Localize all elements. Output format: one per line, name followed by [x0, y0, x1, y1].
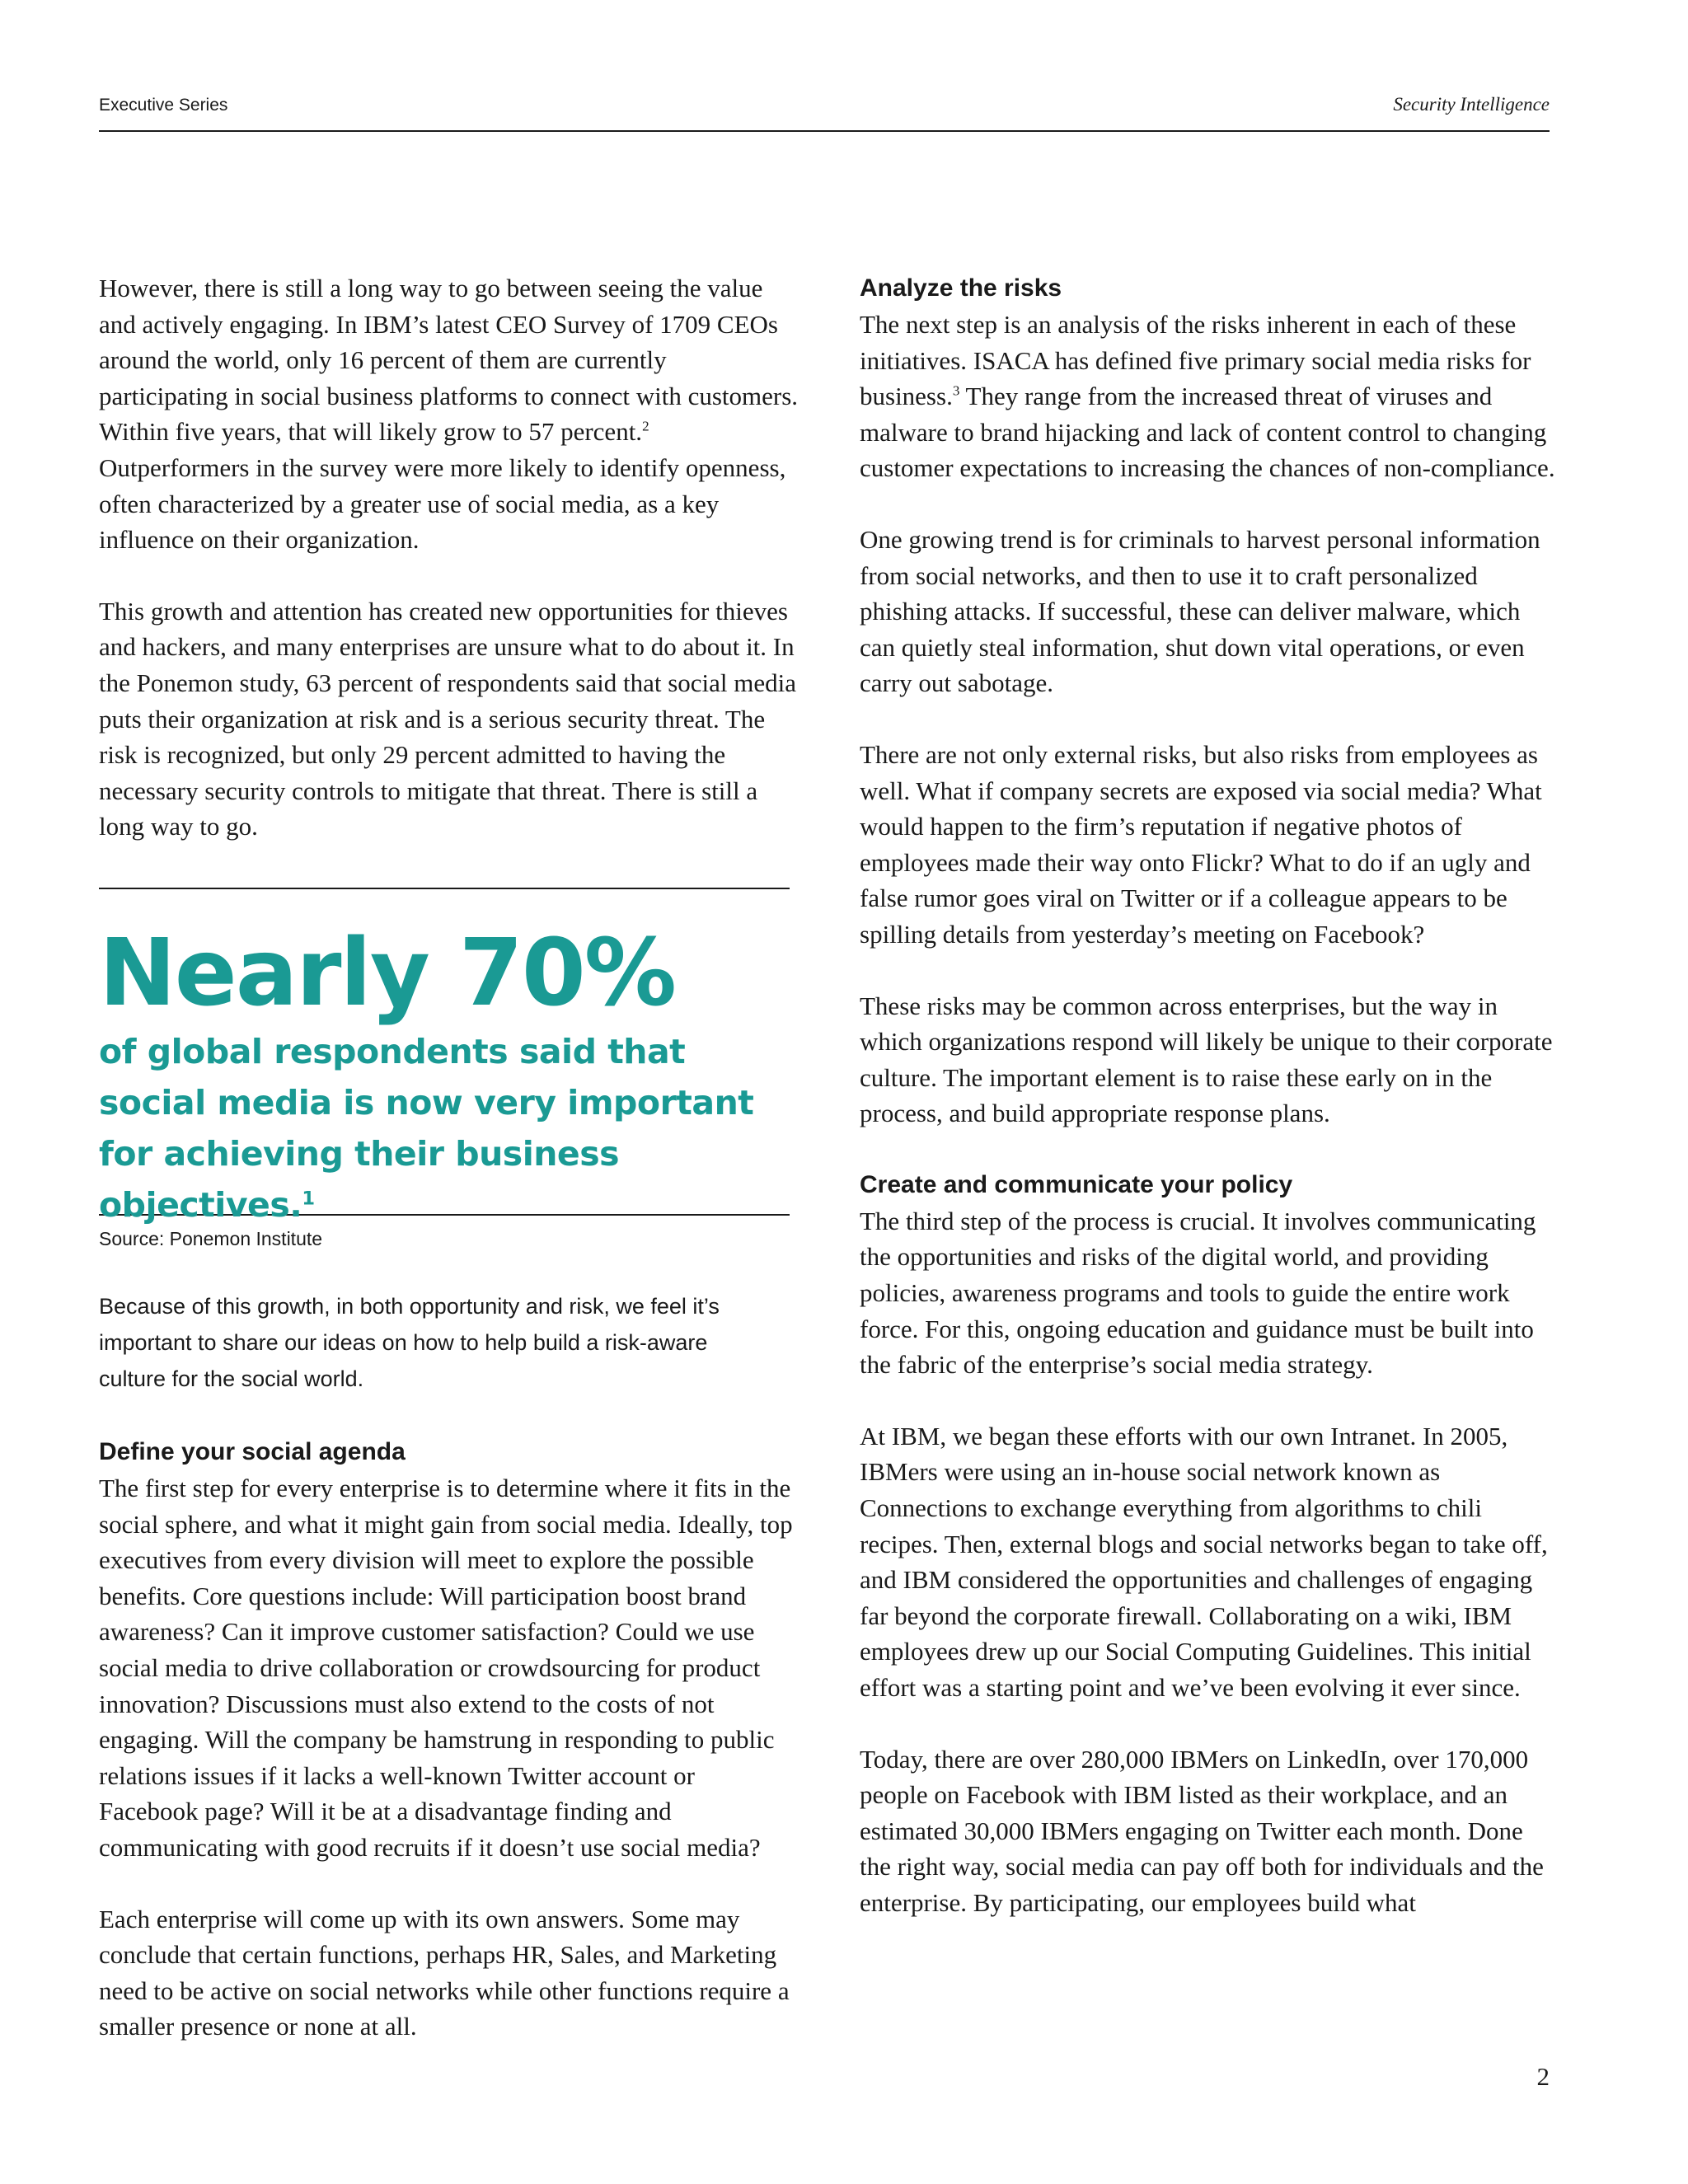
paragraph: This growth and attention has created new opportunities for thieves and hackers, and many enterprises are unsure what to do about it. In the Ponemon study, 63 percent of respondents said that social media puts their organization at risk and is a serious security threat. The risk is recognized, but only 29 percent admitted to having the necessary security controls to mitigate that threat. There is still a long way to go. [99, 596, 796, 841]
section-heading: Analyze the risks [860, 274, 1062, 302]
paragraph: One growing trend is for criminals to harvest personal information from social networks, and then to use it to craft personalized phishing attacks. If successful, these can deliver malware, which can quietly steal information, shut down vital operations, or even carry out sabotage. [860, 524, 1540, 698]
paragraph: At IBM, we began these efforts with our own Intranet. In 2005, IBMers were using an in-house social network known as Connections to exchange everything from algorithms to chili recipes. Then, external blogs and social networks began to take off, and IBM considered the opportunities and challenges of engaging far beyond the corporate firewall. Collaborating on a wiki, IBM employees drew up our Social Computing Guidelines. This initial effort was a starting point and we’ve been evolving it ever since. [860, 1421, 1548, 1702]
pull-quote-text: of global respondents said that social media is now very important for achieving their business objectives.$^1$ [99, 1032, 754, 1225]
paragraph: These risks may be common across enterprises, but the way in which organizations respond will likely be unique to their corporate culture. The important element is to raise these early on in the process, and build appropriate response plans. [860, 991, 1553, 1128]
paragraph: The third step of the process is crucial. It involves communicating the opportunities and risks of the digital world, and providing policies, awareness programs and tools to guide the entire work force. For this, ongoing education and guidance must be built into the fabric of the enterprise’s social media strategy. [860, 1206, 1536, 1380]
footnote-ref: 2 [642, 419, 649, 435]
footnote-ref: 3 [952, 382, 960, 399]
section-heading: Create and communicate your policy [860, 1170, 1293, 1198]
left-column-bottom [99, 1434, 799, 2045]
section-heading: Define your social agenda [99, 1438, 406, 1465]
document-title: Security Intelligence [1393, 94, 1550, 115]
page-header [99, 92, 1550, 132]
pull-quote [99, 888, 790, 1225]
footnote-ref: 1 [302, 1188, 315, 1210]
paragraph: Today, there are over 280,000 IBMers on LinkedIn, over 170,000 people on Facebook with IBM listed as their workplace, and an estimated 30,000 IBMers engaging on Twitter each month. Done the right way, social media can pay off both for individuals and the enterprise. By participating, our employees build what [860, 1744, 1544, 1917]
paragraph: Each enterprise will come up with its own answers. Some may conclude that certain functions, perhaps HR, Sales, and Marketing need to be active on social networks while other functions require a smaller presence or none at all. [99, 1904, 790, 2041]
paragraph: There are not only external risks, but also risks from employees as well. What if company secrets are exposed via social media? What would happen to the firm’s reputation if negative photos of employees made their way onto Flickr? What to do if an ugly and false rumor goes viral on Twitter or if a colleague appears to be spilling details from yesterday’s meeting on Facebook? [860, 739, 1542, 949]
paragraph: However, there is still a long way to go between seeing the value and actively engaging. In IBM’s latest CEO Survey of 1709 CEOs around the world, only 16 percent of them are currently participating in social business platforms to connect with customers. Within five years, that will likely grow to 57 percent.$^2$ Outperformers in the survey were more likely to identify openness, often characterized by a greater use of social media, as a key influence on their organization. [99, 274, 799, 555]
series-title: Executive Series [99, 96, 228, 115]
intro-statement: Because of this growth, in both opportunity and risk, we feel it’s important to share our ideas on how to help build a risk-aware culture for the social world. [99, 1294, 720, 1391]
right-column [860, 270, 1560, 1921]
pull-quote-stat: Nearly 70% [99, 920, 675, 1027]
page-number: 2 [1536, 2062, 1550, 2091]
paragraph: The next step is an analysis of the risks inherent in each of these initiatives. ISACA has defined five primary social media risks for business.$^3$ They range from the increased threat of viruses and malware to brand hijacking and lack of content control to changing customer expectations to increasing the chances of non-compliance. [860, 310, 1555, 483]
left-column-top [99, 270, 799, 845]
paragraph: The first step for every enterprise is to determine where it fits in the social sphere, and what it might gain from social media. Ideally, top executives from every division will meet to explore the possible benefits. Core questions include: Will participation boost brand awareness? Can it improve customer satisfaction? Could we use social media to drive collaboration or crowdsourcing for product innovation? Discussions must also extend to the costs of not engaging. Will the company be hamstrung in responding to public relations issues if it lacks a well-known Twitter account or Facebook page? Will it be at a disadvantage finding and communicating with good recruits if it doesn’t use social media? [99, 1474, 793, 1862]
source-note: Source: Ponemon Institute [99, 1228, 323, 1249]
